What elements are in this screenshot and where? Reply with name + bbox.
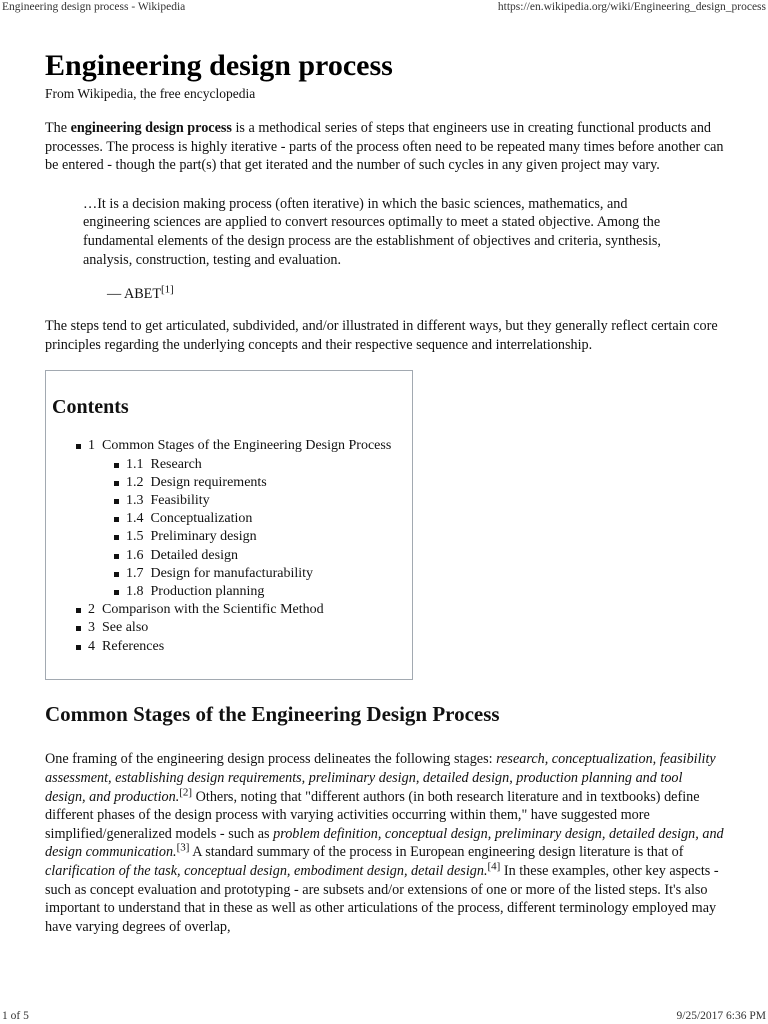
intro-bold-term: engineering design process: [70, 120, 232, 136]
toc-item-label[interactable]: Production planning: [150, 583, 265, 599]
section-heading: Common Stages of the Engineering Design Process: [45, 702, 500, 727]
intro-text-post: is a methodical series of steps that engineers use in creating functional products and processes. The process is highly iterative - parts of the process often need to be repeated many times before another can be entered - though the part(s) that get iterated and the number of such cycles in any given project may vary.: [45, 120, 724, 174]
quote-attribution: [107, 285, 725, 303]
toc-item-label[interactable]: Comparison with the Scientific Method: [102, 602, 324, 618]
toc-subitem[interactable]: [52, 583, 406, 601]
bullet-icon: [114, 499, 119, 504]
bullet-icon: [114, 554, 119, 559]
toc-subitem[interactable]: [52, 528, 406, 546]
print-datetime: 9/25/2017 6:36 PM: [676, 1010, 766, 1022]
print-header: [0, 0, 768, 14]
toc-item[interactable]: [52, 437, 406, 455]
toc-item-label[interactable]: Research: [150, 456, 202, 472]
stages-text-3: A standard summary of the process in European engineering design literature is that of: [189, 844, 684, 861]
toc-item-number: 1.1: [126, 456, 144, 472]
toc-item-number: 4: [88, 638, 95, 654]
stages-text-2: Others, noting that "different authors (in both research literature and in textbooks) define different phases of the design process with varying activities occurring within them," have suggested more simplified/generalized models - such as: [45, 788, 700, 842]
article-content: [45, 48, 725, 936]
toc-subitem[interactable]: [52, 547, 406, 565]
toc-subitem[interactable]: [52, 510, 406, 528]
toc-subitem[interactable]: [52, 456, 406, 474]
bullet-icon: [114, 590, 119, 595]
stages-italic-1: research, conceptualization, feasibility assessment, establishing design requirements, preliminary design, detailed design, production planning and tool design, and production.: [45, 751, 716, 805]
toc-item-label[interactable]: See also: [102, 620, 149, 636]
bullet-icon: [76, 444, 81, 449]
toc-item-label[interactable]: References: [102, 638, 165, 654]
bullet-icon: [114, 463, 119, 468]
toc-item-number: 1.3: [126, 492, 144, 508]
bullet-icon: [114, 481, 119, 486]
citation-link-2[interactable]: [2]: [179, 785, 193, 798]
toc-item-label[interactable]: Preliminary design: [150, 529, 257, 545]
bullet-icon: [114, 572, 119, 577]
citation-link-3[interactable]: [3]: [176, 841, 190, 854]
toc-subitem[interactable]: [52, 492, 406, 510]
toc-item-label[interactable]: Design for manufacturability: [150, 565, 314, 581]
toc-item-number: 1.8: [126, 583, 144, 599]
toc-item[interactable]: [52, 638, 406, 656]
toc-item-number: 1.4: [126, 511, 144, 527]
intro-paragraph: [45, 119, 725, 175]
page-number: 1 of 5: [2, 1010, 29, 1022]
toc-item-number: 1.2: [126, 474, 144, 490]
toc-item-number: 1: [88, 438, 95, 454]
bullet-icon: [114, 517, 119, 522]
toc-item-label[interactable]: Detailed design: [150, 547, 238, 563]
steps-paragraph: The steps tend to get articulated, subdivided, and/or illustrated in different ways, but they generally reflect certain core principles regarding the underlying concepts and their respective sequence and interrelationship.: [45, 318, 718, 353]
bullet-icon: [76, 645, 81, 650]
print-footer: [0, 1008, 768, 1024]
print-page-title: Engineering design process - Wikipedia: [2, 1, 186, 13]
print-url[interactable]: https://en.wikipedia.org/wiki/Engineering_design_process: [497, 1, 766, 13]
abet-quote: …It is a decision making process (often iterative) in which the basic sciences, mathematics, and engineering sciences are applied to convert resources optimally to meet a stated objective. Among the fundamental elements of the design process are the establishment of objectives and criteria, synthesis, analysis, construction, testing and evaluation.: [83, 195, 661, 268]
toc-list: [52, 437, 406, 655]
table-of-contents: [45, 370, 413, 680]
toc-item-number: 3: [88, 620, 95, 636]
toc-item-number: 1.6: [126, 547, 144, 563]
stages-paragraph: [45, 750, 725, 936]
toc-item-label[interactable]: Common Stages of the Engineering Design Process: [102, 438, 392, 454]
bullet-icon: [76, 608, 81, 613]
bullet-icon: [76, 626, 81, 631]
toc-subitem[interactable]: [52, 474, 406, 492]
citation-link-1[interactable]: [1]: [161, 283, 174, 296]
toc-item[interactable]: [52, 601, 406, 619]
stages-italic-2: problem definition, conceptual design, preliminary design, detailed design, and design communication.: [45, 825, 724, 861]
toc-item-label[interactable]: Conceptualization: [150, 511, 253, 527]
attribution-text: — ABET: [107, 286, 161, 303]
toc-item-label[interactable]: Design requirements: [150, 474, 267, 490]
stages-italic-3: clarification of the task, conceptual design, embodiment design, detail design.: [45, 862, 488, 879]
page-title: Engineering design process: [45, 49, 393, 82]
toc-subitem[interactable]: [52, 565, 406, 583]
toc-item-number: 1.7: [126, 565, 144, 581]
stages-text-4: In these examples, other key aspects - such as concept evaluation and prototyping - are subsets and/or extensions of one or more of the listed steps. It's also important to understand that in these as well as other articulations of the process, different terminology employed may have varying degrees of overlap,: [45, 862, 719, 935]
bullet-icon: [114, 535, 119, 540]
toc-title: Contents: [52, 396, 129, 419]
toc-item-number: 1.5: [126, 529, 144, 545]
intro-text-pre: The: [45, 120, 71, 136]
toc-item-label[interactable]: Feasibility: [150, 492, 210, 508]
toc-item[interactable]: [52, 619, 406, 637]
citation-link-4[interactable]: [4]: [487, 860, 501, 873]
stages-text-1: One framing of the engineering design process delineates the following stages:: [45, 751, 497, 768]
toc-item-number: 2: [88, 602, 95, 618]
page-subtitle: From Wikipedia, the free encyclopedia: [45, 86, 256, 101]
